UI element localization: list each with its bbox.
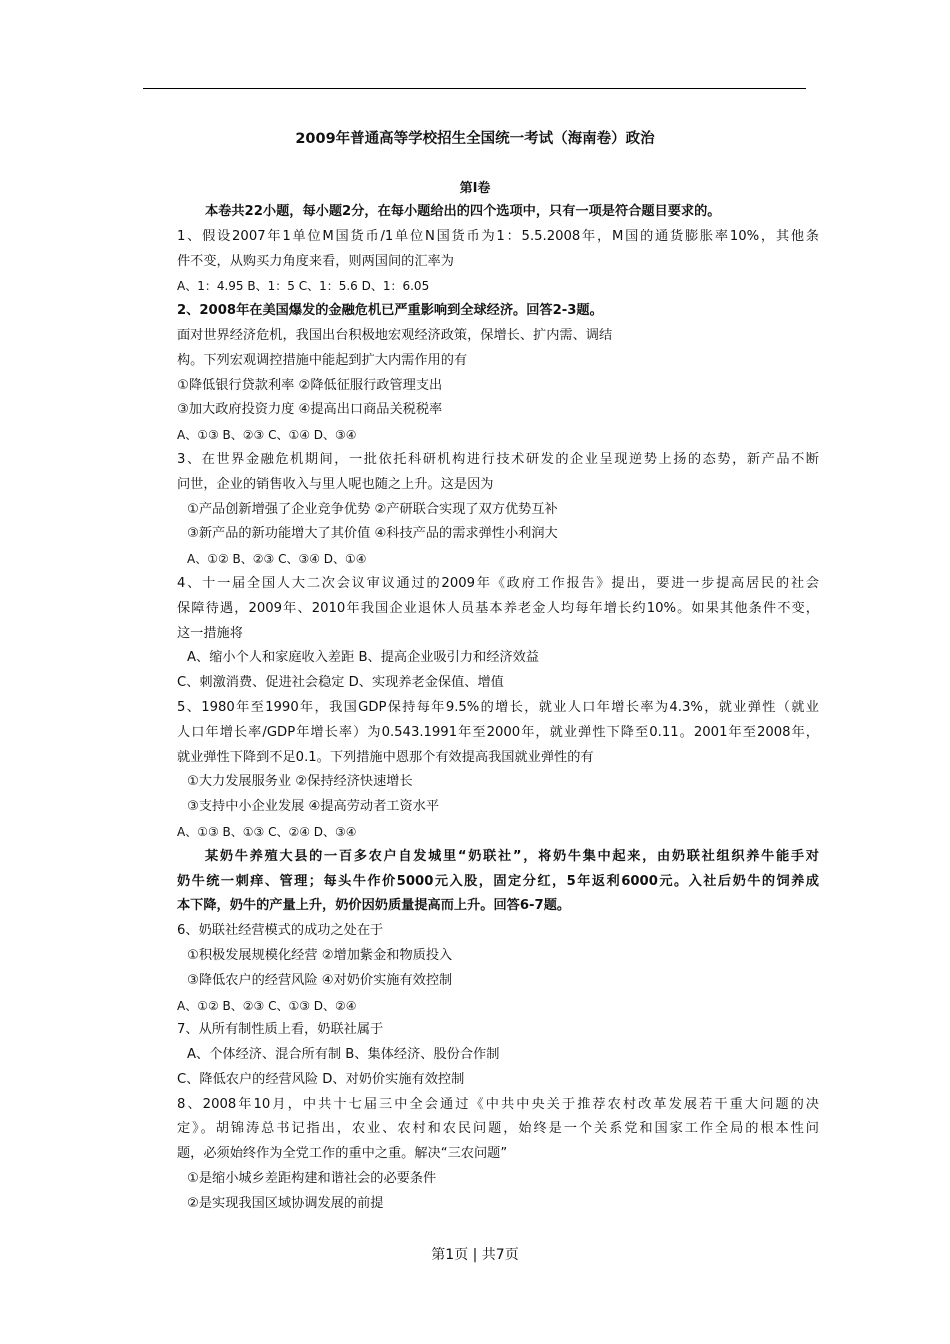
- text-line: 8、2008年10月，中共十七届三中全会通过《中共中央关于推荐农村改革发展若干重大问题的决: [177, 1096, 819, 1112]
- answer-options: A、①② B、②③ C、①③ D、②④: [177, 998, 357, 1013]
- text-line: A、个体经济、混合所有制 B、集体经济、股份合作制: [187, 1047, 500, 1063]
- text-line: 3、在世界金融危机期间，一批依托科研机构进行技术研发的企业呈现逆势上扬的态势，新产品不断: [177, 451, 819, 467]
- text-line: ②是实现我国区域协调发展的前提: [187, 1195, 384, 1211]
- text-line: 就业弹性下降到不足0.1。下列措施中恩那个有效提高我国就业弹性的有: [177, 749, 594, 765]
- text-line: ③加大政府投资力度 ④提高出口商品关税税率: [177, 402, 443, 418]
- text-line: 构。下列宏观调控措施中能起到扩大内需作用的有: [177, 352, 468, 368]
- header-rule: [143, 88, 806, 89]
- material-text: 本下降，奶牛的产量上升，奶价因奶质量提高而上升。回答6-7题。: [177, 898, 571, 914]
- text-line: ③支持中小企业发展 ④提高劳动者工资水平: [187, 799, 440, 815]
- text-line: 定》。胡锦涛总书记指出，农业、农村和农民问题，始终是一个关系党和国家工作全局的根本性问: [177, 1121, 819, 1137]
- text-line: 5、1980年至1990年，我国GDP保持每年9.5%的增长，就业人口年增长率为4.3%，就业弹性（就业: [177, 699, 819, 715]
- text-line: 题，必须始终作为全党工作的重中之重。解决“三农问题”: [177, 1146, 508, 1162]
- page-title: 2009年普通高等学校招生全国统一考试（海南卷）政治: [295, 131, 655, 147]
- answer-options: A、①③ B、②③ C、①④ D、③④: [177, 428, 357, 443]
- text-line: 人口年增长率/GDP年增长率）为0.543.1991年至2000年，就业弹性下降至0.11。2001年至2008年，: [177, 724, 819, 740]
- text-line: 问世，企业的销售收入与里人呢也随之上升。这是因为: [177, 476, 494, 492]
- text-line: 6、奶联社经营模式的成功之处在于: [177, 923, 384, 939]
- text-line: 7、从所有制性质上看，奶联社属于: [177, 1022, 384, 1038]
- text-line: A、缩小个人和家庭收入差距 B、提高企业吸引力和经济效益: [187, 650, 539, 666]
- material-text: 奶牛统一刺痒、管理；每头牛作价5000元入股，固定分红，5年返利6000元。入社后奶牛的饲养成: [177, 873, 819, 889]
- question-group-heading: 2、2008年在美国爆发的金融危机已严重影响到全球经济。回答2-3题。: [177, 303, 603, 319]
- text-line: 件不变，从购买力角度来看，则两国间的汇率为: [177, 253, 454, 269]
- text-line: ①大力发展服务业 ②保持经济快速增长: [187, 774, 413, 790]
- text-line: ①是缩小城乡差距构建和谐社会的必要条件: [187, 1171, 437, 1187]
- text-line: ③新产品的新功能增大了其价值 ④科技产品的需求弹性小利润大: [187, 526, 558, 542]
- text-line: 1、假设2007年1单位M国货币/1单位N国货币为1：5.5.2008年，M国的通货膨胀率10%，其他条: [177, 228, 819, 244]
- text-line: 保障待遇，2009年、2010年我国企业退休人员基本养老金人均每年增长约10%。如果其他条件不变，: [177, 600, 819, 616]
- text-line: 4、十一届全国人大二次会议审议通过的2009年《政府工作报告》提出，要进一步提高居民的社会: [177, 575, 819, 591]
- text-line: ③降低农户的经营风险 ④对奶价实施有效控制: [187, 972, 453, 988]
- answer-options: A、1：4.95 B、1：5 C、1：5.6 D、1：6.05: [177, 279, 430, 294]
- text-line: 面对世界经济危机，我国出台积极地宏观经济政策，保增长、扩内需、调结: [177, 327, 613, 343]
- text-line: ①积极发展规模化经营 ②增加紫金和物质投入: [187, 947, 453, 963]
- page-footer: 第1页 | 共7页: [431, 1247, 519, 1263]
- question-body: [177, 200, 819, 1217]
- answer-options: A、①② B、②③ C、③④ D、①④: [187, 552, 367, 567]
- text-line: 这一措施将: [177, 625, 243, 641]
- text-line: C、刺激消费、促进社会稳定 D、实现养老金保值、增值: [177, 675, 504, 691]
- text-line: ①降低银行贷款利率 ②降低征服行政管理支出: [177, 377, 443, 393]
- instructions: 本卷共22小题，每小题2分，在每小题给出的四个选项中，只有一项是符合题目要求的。: [205, 204, 721, 219]
- material-text: 某奶牛养殖大县的一百多农户自发城里“奶联社”，将奶牛集中起来，由奶联社组织养牛能手对: [205, 848, 819, 864]
- text-line: ①产品创新增强了企业竞争优势 ②产研联合实现了双方优势互补: [187, 501, 558, 517]
- part-heading: 第I卷: [459, 181, 491, 196]
- answer-options: A、①③ B、①③ C、②④ D、③④: [177, 824, 357, 839]
- text-line: C、降低农户的经营风险 D、对奶价实施有效控制: [177, 1071, 465, 1087]
